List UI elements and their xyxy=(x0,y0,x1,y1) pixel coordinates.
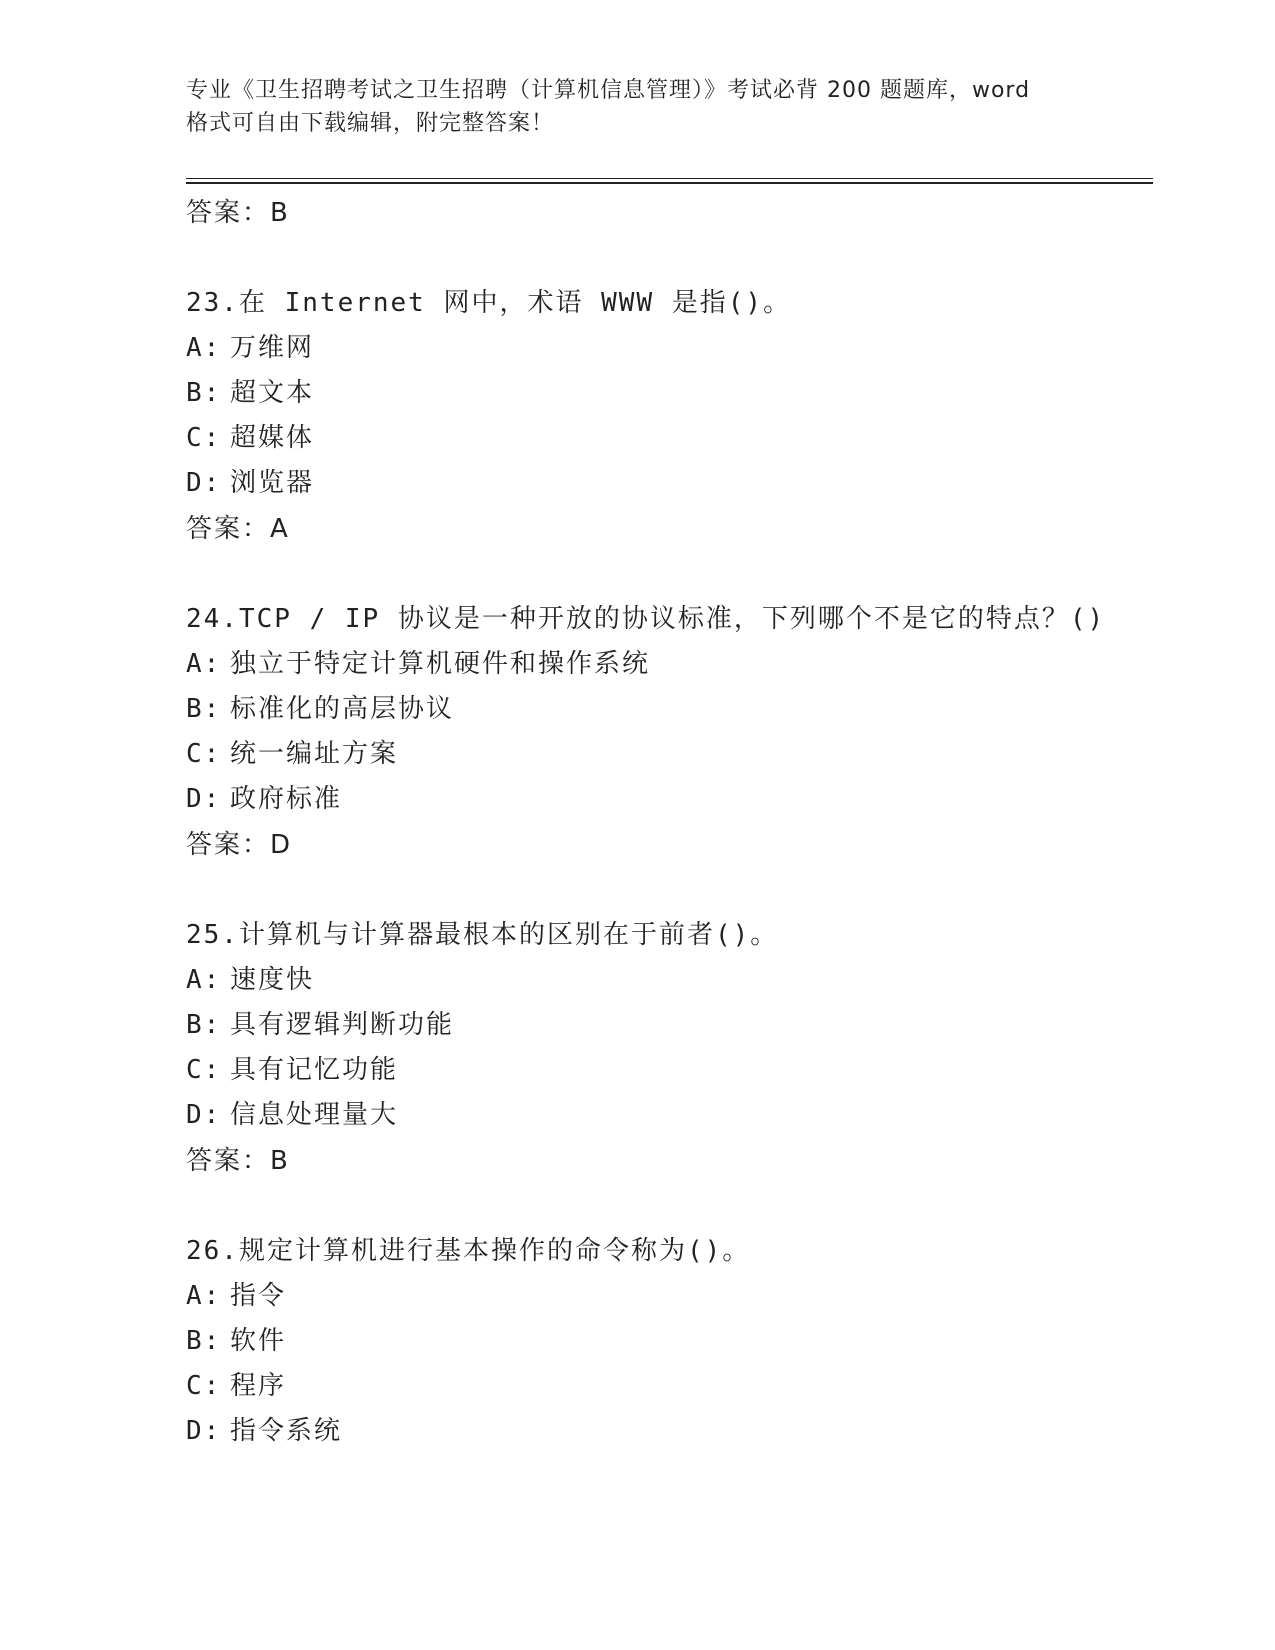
header-divider-thin xyxy=(186,178,1153,179)
answer-line: 答案：D xyxy=(186,830,292,860)
option-b: B: 软件 xyxy=(186,1326,287,1356)
document-header xyxy=(186,74,1086,140)
question-25 xyxy=(186,913,1146,1184)
option-a: A: 独立于特定计算机硬件和操作系统 xyxy=(186,649,651,679)
option-d: D: 浏览器 xyxy=(186,468,315,498)
option-a: A: 指令 xyxy=(186,1281,287,1311)
leading-answer xyxy=(186,190,1146,236)
answer-line: 答案：A xyxy=(186,514,289,544)
option-a: A: 万维网 xyxy=(186,333,315,363)
question-text: 26.规定计算机进行基本操作的命令称为()。 xyxy=(186,1236,751,1266)
answer-line: 答案：B xyxy=(186,1146,289,1176)
header-divider-thick xyxy=(186,182,1153,184)
answer-label: 答案： xyxy=(186,198,271,228)
option-d: D: 信息处理量大 xyxy=(186,1100,399,1130)
spacer xyxy=(186,868,1146,913)
question-23 xyxy=(186,281,1146,552)
option-a: A: 速度快 xyxy=(186,965,315,995)
option-c: C: 具有记忆功能 xyxy=(186,1055,399,1085)
spacer xyxy=(186,1184,1146,1229)
question-24 xyxy=(186,597,1146,868)
spacer xyxy=(186,552,1146,597)
option-c: C: 程序 xyxy=(186,1371,287,1401)
option-b: B: 具有逻辑判断功能 xyxy=(186,1010,455,1040)
header-line-2: 格式可自由下载编辑，附完整答案！ xyxy=(186,111,555,136)
option-c: C: 统一编址方案 xyxy=(186,739,399,769)
option-b: B: 标准化的高层协议 xyxy=(186,694,455,724)
question-text: 24.TCP / IP 协议是一种开放的协议标准，下列哪个不是它的特点？() xyxy=(186,604,1106,634)
spacer xyxy=(186,236,1146,281)
header-line-1: 专业《卫生招聘考试之卫生招聘（计算机信息管理）》考试必背 200 题题库，word xyxy=(186,78,1031,103)
question-list xyxy=(186,190,1146,1454)
question-text: 23.在 Internet 网中，术语 WWW 是指()。 xyxy=(186,288,792,318)
option-c: C: 超媒体 xyxy=(186,423,315,453)
option-b: B: 超文本 xyxy=(186,378,315,408)
option-d: D: 指令系统 xyxy=(186,1416,343,1446)
question-text: 25.计算机与计算器最根本的区别在于前者()。 xyxy=(186,920,779,950)
answer-value: B xyxy=(270,198,289,228)
option-d: D: 政府标准 xyxy=(186,784,343,814)
question-26 xyxy=(186,1229,1146,1454)
